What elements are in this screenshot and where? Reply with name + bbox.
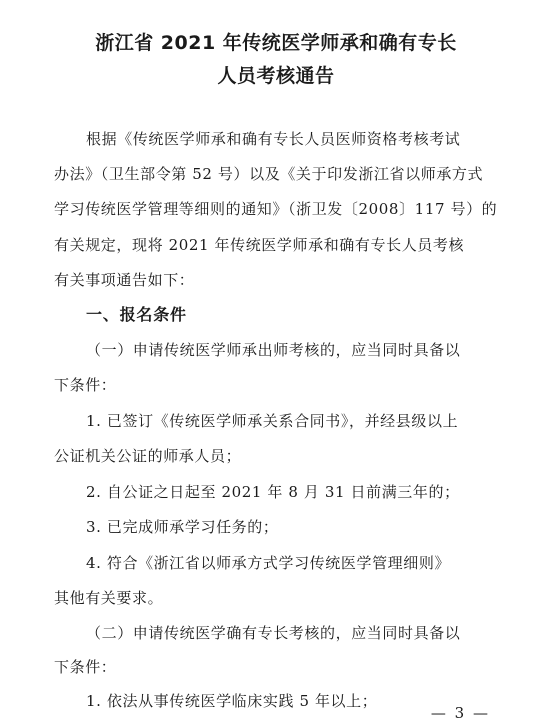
intro-paragraph-line: 有关事项通告如下： — [54, 271, 195, 289]
subsection-one-line: （一）申请传统医学师承出师考核的，应当同时具备以 — [86, 341, 461, 359]
document-title-line-2: 人员考核通告 — [217, 65, 335, 87]
condition-item-1-line: 1. 已签订《传统医学师承关系合同书》，并经县级以上 — [86, 412, 459, 430]
page-number: — 3 — — [430, 704, 490, 722]
condition-item-2: 2. 自公证之日起至 2021 年 8 月 31 日前满三年的； — [86, 483, 460, 501]
condition-item-3: 3. 已完成师承学习任务的； — [86, 518, 279, 536]
condition-item-4-line: 其他有关要求。 — [54, 589, 164, 607]
intro-paragraph-line: 根据《传统医学师承和确有专长人员医师资格考核考试 — [86, 130, 461, 148]
subsection-two-line: （二）申请传统医学确有专长考核的，应当同时具备以 — [86, 624, 461, 642]
condition-item-1-specialty: 1. 依法从事传统医学临床实践 5 年以上； — [86, 692, 378, 710]
subsection-one-line: 下条件： — [54, 376, 117, 394]
condition-item-1-line: 公证机关公证的师承人员； — [54, 447, 242, 465]
intro-paragraph-line: 办法》（卫生部令第 52 号）以及《关于印发浙江省以师承方式 — [54, 165, 484, 183]
intro-paragraph-line: 有关规定，现将 2021 年传统医学师承和确有专长人员考核 — [54, 236, 465, 254]
document-title-line-1: 浙江省 2021 年传统医学师承和确有专长 — [95, 32, 457, 54]
subsection-two-line: 下条件： — [54, 658, 117, 676]
section-heading-registration-conditions: 一、报名条件 — [86, 305, 187, 324]
intro-paragraph-line: 学习传统医学管理等细则的通知》（浙卫发〔2008〕117 号）的 — [54, 200, 498, 218]
condition-item-4-line: 4. 符合《浙江省以师承方式学习传统医学管理细则》 — [86, 554, 451, 572]
